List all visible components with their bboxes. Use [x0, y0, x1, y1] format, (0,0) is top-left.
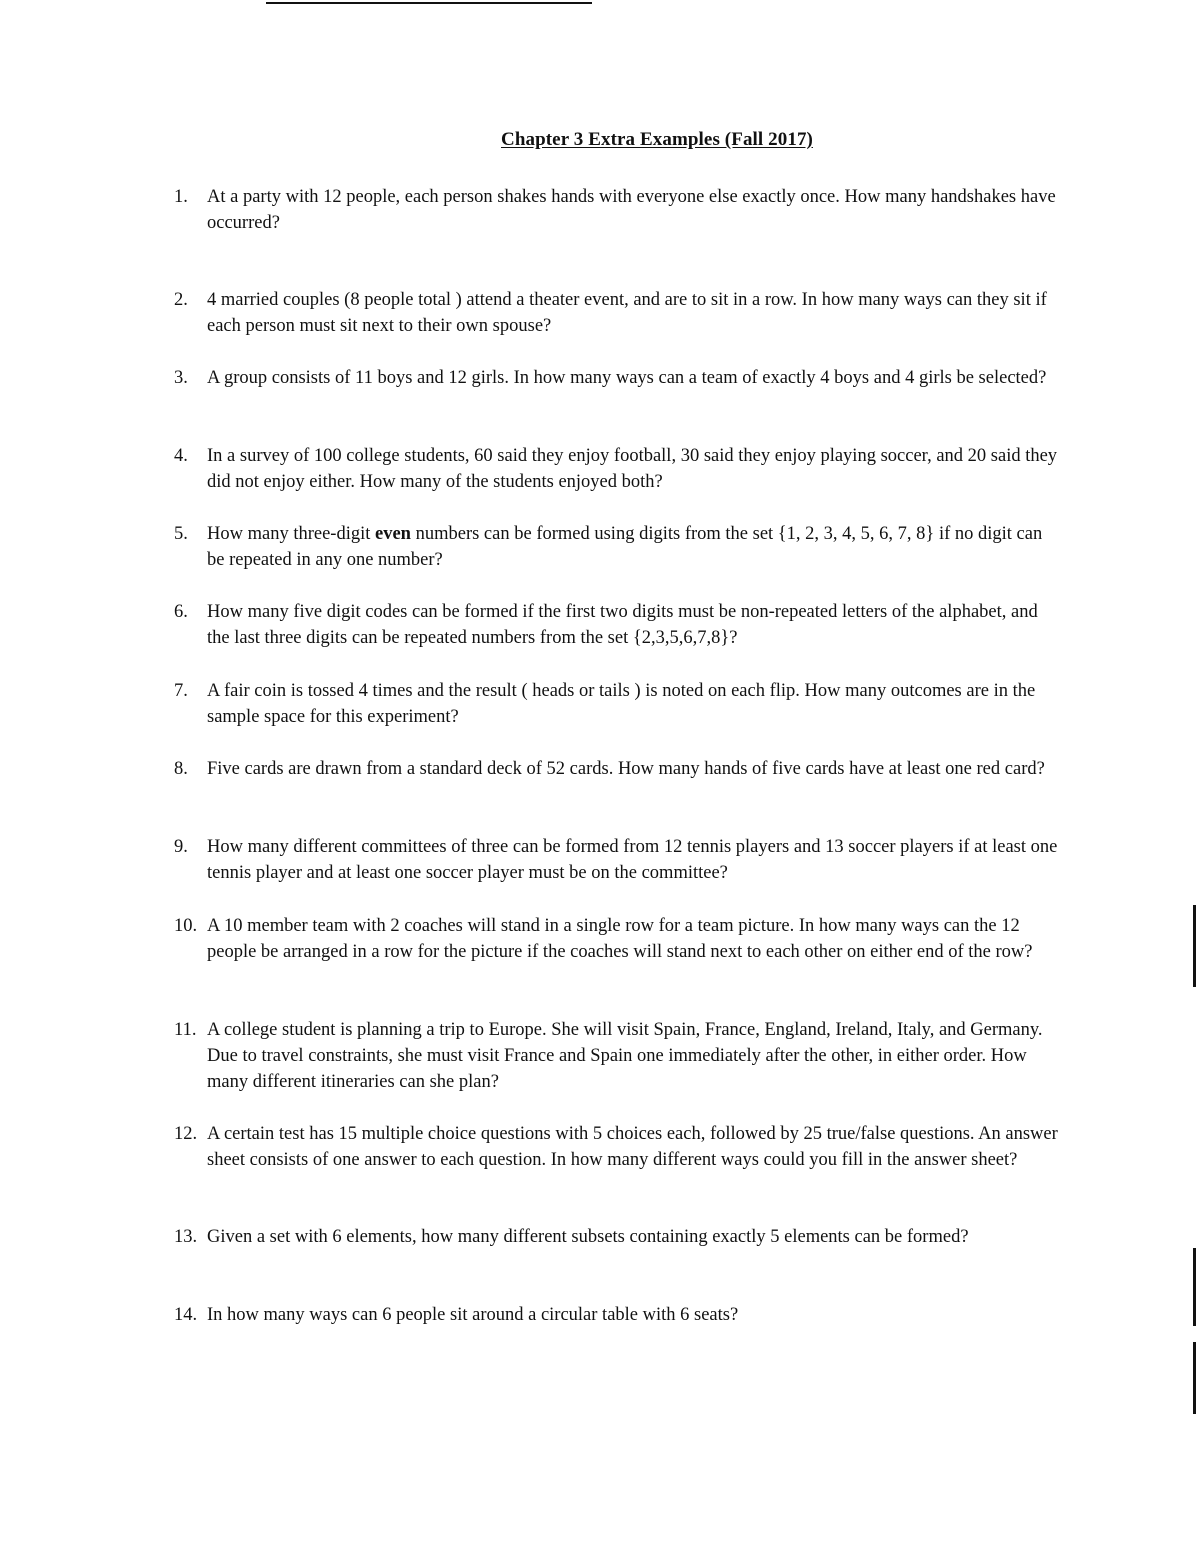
question-text: A certain test has 15 multiple choice questions with 5 choices each, followed by 25 true/false questions. An answer sheet consists of one answer to each question. In how many different ways could you fill in the answer sheet? [207, 1124, 1058, 1170]
question-number: 4. [174, 446, 188, 466]
question-number: 1. [174, 187, 188, 207]
question-text: 4 married couples (8 people total ) attend a theater event, and are to sit in a row. In how many ways can they sit if each person must sit next to their own spouse? [207, 290, 1047, 336]
question-number: 8. [174, 759, 188, 779]
page-edge-mark [1193, 1248, 1196, 1326]
question-number: 3. [174, 368, 188, 388]
question-text: Given a set with 6 elements, how many different subsets containing exactly 5 elements can be formed? [207, 1227, 969, 1247]
question-number: 9. [174, 837, 188, 857]
page-edge-mark [1193, 1342, 1196, 1414]
question-item-6 [174, 599, 1064, 651]
page-title: Chapter 3 Extra Examples (Fall 2017) [501, 129, 813, 150]
question-text: A group consists of 11 boys and 12 girls. In how many ways can a team of exactly 4 boys and 4 girls be selected? [207, 368, 1047, 388]
question-item-4 [174, 443, 1064, 495]
question-text: In a survey of 100 college students, 60 said they enjoy football, 30 said they enjoy playing soccer, and 20 said they did not enjoy either. How many of the students enjoyed both? [207, 446, 1058, 492]
question-number: 7. [174, 681, 188, 701]
question-text: In how many ways can 6 people sit around a circular table with 6 seats? [207, 1305, 739, 1325]
question-number: 10. [174, 916, 198, 936]
question-number: 14. [174, 1305, 198, 1325]
question-text: A college student is planning a trip to Europe. She will visit Spain, France, England, Ireland, Italy, and Germany. Due to travel constraints, she must visit France and Spain one immediately after the other, in either order. How many different itineraries can she plan? [207, 1020, 1043, 1092]
question-item-2 [174, 287, 1064, 339]
question-text: At a party with 12 people, each person shakes hands with everyone else exactly once. How many handshakes have occurred? [207, 187, 1056, 233]
question-number: 6. [174, 602, 188, 622]
question-item-1 [174, 184, 1064, 236]
question-text: How many five digit codes can be formed if the first two digits must be non-repeated letters of the alphabet, and the last three digits can be repeated numbers from the set {2,3,5,6,7,8}? [207, 602, 1038, 648]
page-edge-mark [1193, 905, 1196, 987]
question-item-3 [174, 365, 1064, 391]
question-item-11 [174, 1017, 1064, 1095]
question-text-after: numbers can be formed using digits from the set {1, 2, 3, 4, 5, 6, 7, 8} if no digit can be repeated in any one number? [207, 524, 1043, 570]
question-item-12 [174, 1121, 1064, 1173]
question-item-5 [174, 521, 1064, 573]
question-number: 12. [174, 1124, 198, 1144]
question-text [207, 521, 1064, 573]
question-number: 2. [174, 290, 188, 310]
question-item-8 [174, 756, 1064, 782]
question-text-before: How many three-digit [207, 524, 375, 544]
question-text: A fair coin is tossed 4 times and the result ( heads or tails ) is noted on each flip. How many outcomes are in the sample space for this experiment? [207, 681, 1036, 727]
question-item-10 [174, 913, 1064, 965]
question-text: How many different committees of three can be formed from 12 tennis players and 13 soccer players if at least one tennis player and at least one soccer player must be on the committee? [207, 837, 1058, 883]
question-number: 13. [174, 1227, 198, 1247]
emphasis-even: even [375, 524, 411, 544]
question-number: 11. [174, 1020, 197, 1040]
question-item-9 [174, 834, 1064, 886]
question-text: Five cards are drawn from a standard deck of 52 cards. How many hands of five cards have at least one red card? [207, 759, 1045, 779]
question-item-14 [174, 1302, 1064, 1328]
question-item-7 [174, 678, 1064, 730]
question-item-13 [174, 1224, 1064, 1250]
question-number: 5. [174, 524, 188, 544]
question-text: A 10 member team with 2 coaches will stand in a single row for a team picture. In how many ways can the 12 people be arranged in a row for the picture if the coaches will stand next to each other on either end of the row? [207, 916, 1033, 962]
